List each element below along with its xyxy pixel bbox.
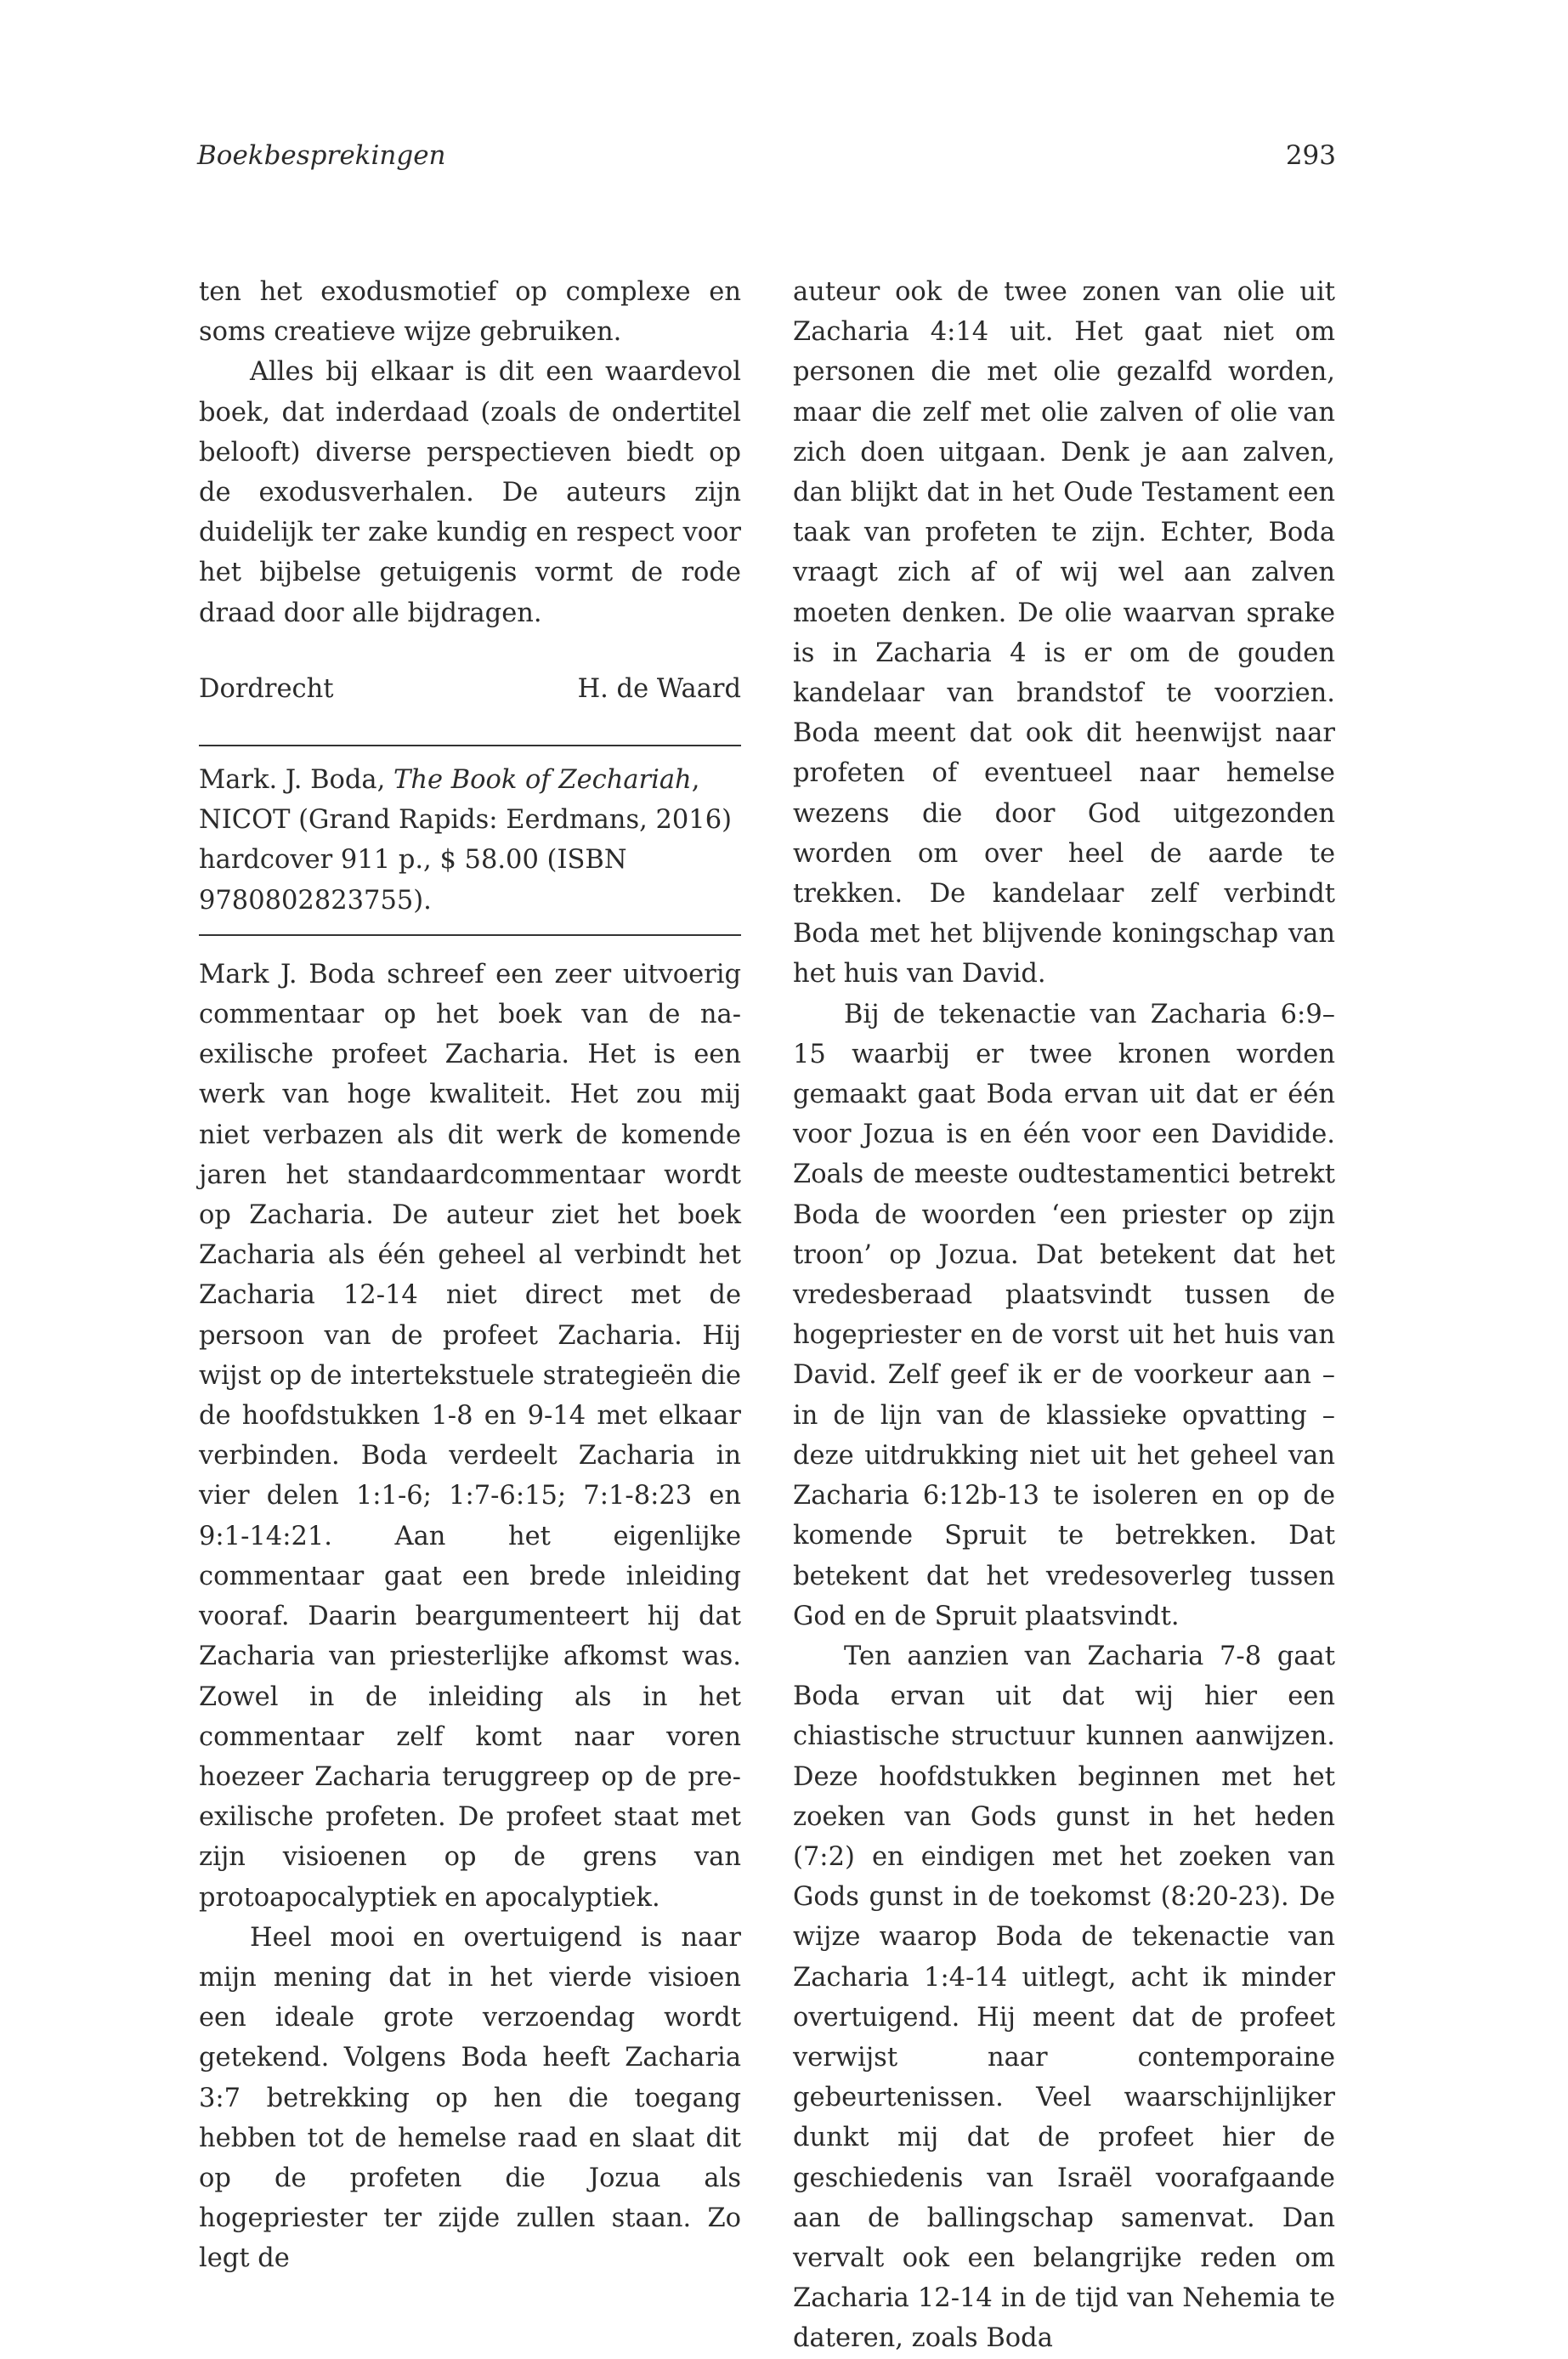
signature-place: Dordrecht xyxy=(199,673,334,704)
signature-reviewer: H. de Waard xyxy=(577,673,741,704)
review-paragraph-1: Mark J. Boda schreef een zeer uitvoerig commentaar op het boek van de na-exilische profeet Zacharia. Het is een werk van hoge kwaliteit. Het zou mij niet verbazen als dit werk de komende jaren het standaardcommentaar wordt op Zacharia. De auteur ziet het boek Zacharia als één geheel al verbindt het Zacharia 12-14 niet direct met de persoon van de profeet Zacharia. Hij wijst op de intertekstuele strategieën die de hoofdstukken 1-8 en 9-14 met elkaar verbinden. Boda verdeelt Zacharia in vier delen 1:1-6; 1:7-6:15; 7:1-8:23 en 9:1-14:21. Aan het eigenlijke commentaar gaat een brede inleiding vooraf. Daarin beargumenteert hij dat Zacharia van priesterlijke afkomst was. Zowel in de inleiding als in het commentaar zelf komt naar voren hoezeer Zacharia teruggreep op de pre-exilische profeten. De profeet staat met zijn visioenen op de grens van protoapocalyptiek en apocalyptiek. xyxy=(199,959,741,1913)
running-title: Boekbesprekingen xyxy=(197,140,446,171)
divider-top xyxy=(199,745,741,746)
book-citation xyxy=(199,760,741,921)
paragraph-continuation: ten het exodusmotief op complexe en soms creatieve wijze gebruiken. xyxy=(199,277,741,348)
review-paragraph-4: Bij de tekenactie van Zacharia 6:9–15 waarbij er twee kronen worden gemaakt gaat Boda ervan uit dat er één voor Jozua is en één voor een Davidide. Zoals de meeste oudtestamentici betrekt Boda de woorden ‘een priester op zijn troon’ op Jozua. Dat betekent dat het vredesberaad plaatsvindt tussen de hogepriester en de vorst uit het huis van David. Zelf geef ik er de voorkeur aan – in de lijn van de klassieke opvatting – deze uitdrukking niet uit het geheel van Zacharia 6:12b-13 te isoleren en op de komende Spruit te betrekken. Dat betekent dat het vredesoverleg tussen God en de Spruit plaatsvindt. xyxy=(793,999,1335,1631)
book-title: The Book of Zechariah xyxy=(393,765,692,796)
review-paragraph-3: auteur ook de twee zonen van olie uit Zacharia 4:14 uit. Het gaat niet om personen die met olie gezalfd worden, maar die zelf met olie zalven of olie van zich doen uitgaan. Denk je aan zalven, dan blijkt dat in het Oude Testament een taak van profeten te zijn. Echter, Boda vraagt zich af of wij wel aan zalven moeten denken. De olie waarvan sprake is in Zacharia 4 is er om de gouden kandelaar van brandstof te voorzien. Boda meent dat ook dit heenwijst naar profeten of eventueel naar hemelse wezens die door God uitgezonden worden om over heel de aarde te trekken. De kandelaar zelf verbindt Boda met het blijvende koningschap van het huis van David. xyxy=(793,277,1335,990)
review-paragraph-5: Ten aanzien van Zacharia 7-8 gaat Boda ervan uit dat wij hier een chiastische structuur kunnen aanwijzen. Deze hoofdstukken beginnen met het zoeken van Gods gunst in het heden (7:2) en eindigen met het zoeken van Gods gunst in de toekomst (8:20-23). De wijze waarop Boda de tekenactie van Zacharia 1:4-14 uitlegt, acht ik minder overtuigend. Hij meent dat de profeet verwijst naar contemporaine gebeurtenissen. Veel waarschijnlijker dunkt mij dat de profeet hier de geschiedenis van Israël voorafgaande aan de ballingschap samenvat. Dan vervalt ook een belangrijke reden om Zacharia 12-14 in de tijd van Nehemia te dateren, zoals Boda xyxy=(793,1641,1335,2354)
page-number: 293 xyxy=(1285,140,1336,171)
paragraph-summary: Alles bij elkaar is dit een waardevol boek, dat inderdaad (zoals de ondertitel belooft) diverse perspectieven biedt op de exodusverhalen. De auteurs zijn duidelijk ter zake kundig en respect voor het bijbelse getuigenis vormt de rode draad door alle bijdragen. xyxy=(199,357,741,628)
book-details: , NICOT (Grand Rapids: Eerdmans, 2016) hardcover 911 p., $ 58.00 (ISBN 9780802823755). xyxy=(199,765,733,916)
review-paragraph-2: Heel mooi en overtuigend is naar mijn mening dat in het vierde visioen een ideale grote verzoendag wordt getekend. Volgens Boda heeft Zacharia 3:7 betrekking op hen die toegang hebben tot de hemelse raad en slaat dit op de profeten die Jozua als hogepriester ter zijde zullen staan. Zo legt de xyxy=(199,1922,741,2274)
divider-bottom xyxy=(199,934,741,936)
right-column xyxy=(793,272,1335,2359)
review-signature xyxy=(199,669,741,709)
left-column xyxy=(199,272,741,2279)
running-head xyxy=(197,134,1336,177)
book-author: Mark. J. Boda, xyxy=(199,765,393,796)
